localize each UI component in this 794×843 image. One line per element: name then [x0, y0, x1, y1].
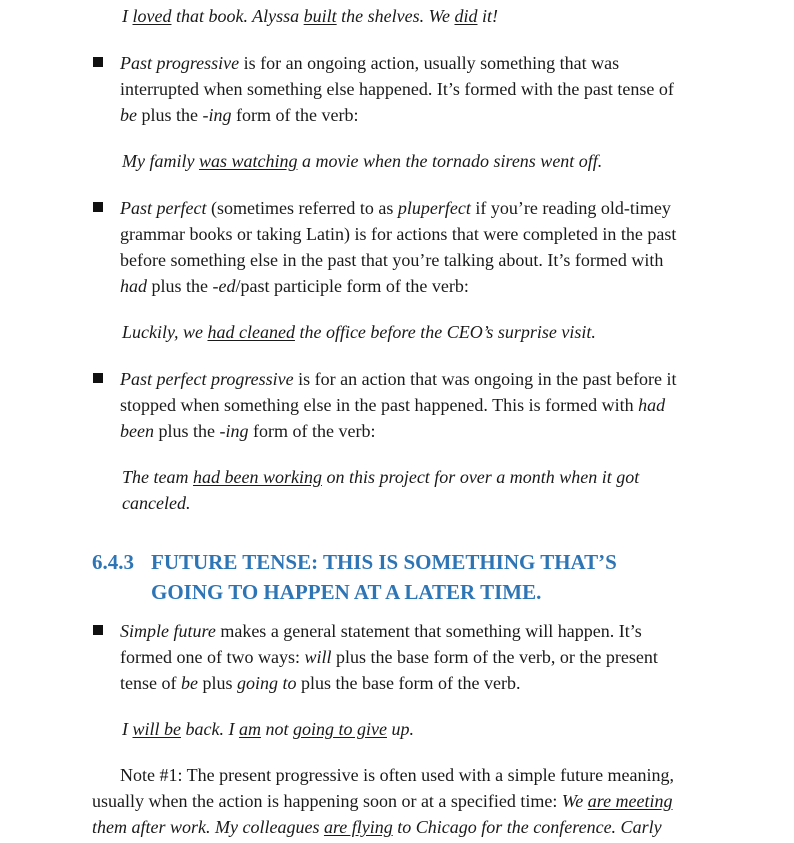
text-run: Past progressive: [120, 53, 240, 73]
text-run: plus the: [147, 276, 213, 296]
text-run: a movie when the tornado sirens went off.: [297, 151, 603, 171]
text-run: Past perfect progressive: [120, 369, 294, 389]
text-run: plus the base form of the verb.: [296, 673, 521, 693]
text-run: plus: [197, 673, 237, 693]
text-run: grammar books or taking Latin) is for actions that were completed in the past: [120, 224, 677, 244]
note-line-1: [120, 762, 674, 788]
text-run: plus the base form of the verb, or the present: [331, 647, 658, 667]
text-run: the office before the CEO’s surprise visit.: [294, 322, 596, 342]
text-run: pluperfect: [397, 198, 471, 218]
underlined-verb: built: [303, 6, 337, 26]
text-run: been: [120, 421, 154, 441]
text-run: makes a general statement that something will happen. It’s: [215, 621, 642, 641]
text-run: plus the: [153, 421, 220, 441]
text-run: Note #1: The present progressive is often used with a simple future meaning,: [120, 765, 675, 785]
text-run: formed one of two ways:: [120, 647, 305, 667]
text-run: My family: [122, 151, 199, 171]
text-run: before something else in the past that you’re talking about. It’s formed with: [120, 250, 664, 270]
text-run: them after work. My colleagues: [92, 817, 324, 837]
text-run: going to: [237, 673, 297, 693]
past-perfect-line-3: [120, 247, 663, 273]
text-run: the shelves. We: [336, 6, 455, 26]
text-run: Past perfect: [120, 198, 207, 218]
note-line-3: [92, 814, 662, 840]
underlined-verb: are meeting: [587, 791, 673, 811]
example-past-simple: [122, 3, 498, 29]
past-perfect-line-2: [120, 221, 676, 247]
simple-future-line-1: [120, 618, 642, 644]
past-progressive-line-3: [120, 102, 358, 128]
text-run: interrupted when something else happened. It’s formed with the past tense of: [120, 79, 674, 99]
text-run: had: [120, 276, 147, 296]
text-run: on this project for over a month when it got: [321, 467, 640, 487]
text-run: tense of: [120, 673, 181, 693]
underlined-verb: did: [454, 6, 478, 26]
example-past-progressive: [122, 148, 602, 174]
text-run: We: [561, 791, 588, 811]
text-run: is for an action that was ongoing in the past before it: [293, 369, 677, 389]
text-run: (sometimes referred to as: [206, 198, 398, 218]
text-run: form of the verb:: [231, 105, 359, 125]
past-perfect-progressive-line-2: [120, 392, 665, 418]
text-run: had: [638, 395, 666, 415]
text-run: will: [304, 647, 332, 667]
past-perfect-progressive-line-3: [120, 418, 375, 444]
past-progressive-line-1: [120, 50, 619, 76]
text-run: not: [260, 719, 293, 739]
text-run: back. I: [181, 719, 239, 739]
bullet-icon: [93, 625, 103, 635]
underlined-verb: loved: [132, 6, 172, 26]
past-perfect-line-4: [120, 273, 469, 299]
underlined-verb: are flying: [323, 817, 393, 837]
bullet-icon: [93, 202, 103, 212]
underlined-verb: am: [238, 719, 261, 739]
text-run: The team: [122, 467, 193, 487]
text-run: /past participle form of the verb:: [235, 276, 469, 296]
text-run: -ing: [202, 105, 232, 125]
text-run: if you’re reading old-timey: [470, 198, 671, 218]
text-run: be: [120, 105, 137, 125]
text-run: up.: [386, 719, 414, 739]
text-run: plus the: [137, 105, 203, 125]
text-run: I: [122, 6, 133, 26]
example-past-perfect: [122, 319, 596, 345]
text-run: Luckily, we: [122, 322, 208, 342]
example-past-perfect-progressive-2: [122, 490, 190, 516]
section-title-line-2: GOING TO HAPPEN AT A LATER TIME.: [151, 580, 542, 604]
simple-future-line-3: [120, 670, 520, 696]
text-run: to Chicago for the conference. Carly: [392, 817, 662, 837]
section-number: 6.4.3: [92, 550, 134, 574]
underlined-verb: going to give: [293, 719, 387, 739]
text-run: Simple future: [120, 621, 216, 641]
simple-future-line-2: [120, 644, 658, 670]
text-run: -ing: [219, 421, 249, 441]
underlined-verb: had cleaned: [207, 322, 295, 342]
past-perfect-line-1: [120, 195, 671, 221]
example-simple-future: [122, 716, 414, 742]
underlined-verb: was watching: [198, 151, 298, 171]
past-perfect-progressive-line-1: [120, 366, 677, 392]
text-run: usually when the action is happening soon or at a specified time:: [92, 791, 562, 811]
text-run: be: [180, 673, 198, 693]
example-past-perfect-progressive-1: [122, 464, 639, 490]
bullet-icon: [93, 57, 103, 67]
note-line-2: [92, 788, 673, 814]
underlined-verb: will be: [132, 719, 181, 739]
underlined-verb: had been working: [193, 467, 322, 487]
text-run: it!: [477, 6, 498, 26]
text-run: -ed: [212, 276, 236, 296]
section-title-line-1: FUTURE TENSE: THIS IS SOMETHING THAT’S: [151, 550, 617, 574]
past-progressive-line-2: [120, 76, 674, 102]
text-run: stopped when something else in the past happened. This is formed with: [120, 395, 639, 415]
text-run: is for an ongoing action, usually something that was: [239, 53, 620, 73]
bullet-icon: [93, 373, 103, 383]
text-run: form of the verb:: [248, 421, 376, 441]
text-run: that book. Alyssa: [171, 6, 304, 26]
text-run: canceled.: [122, 493, 191, 513]
text-run: I: [122, 719, 133, 739]
